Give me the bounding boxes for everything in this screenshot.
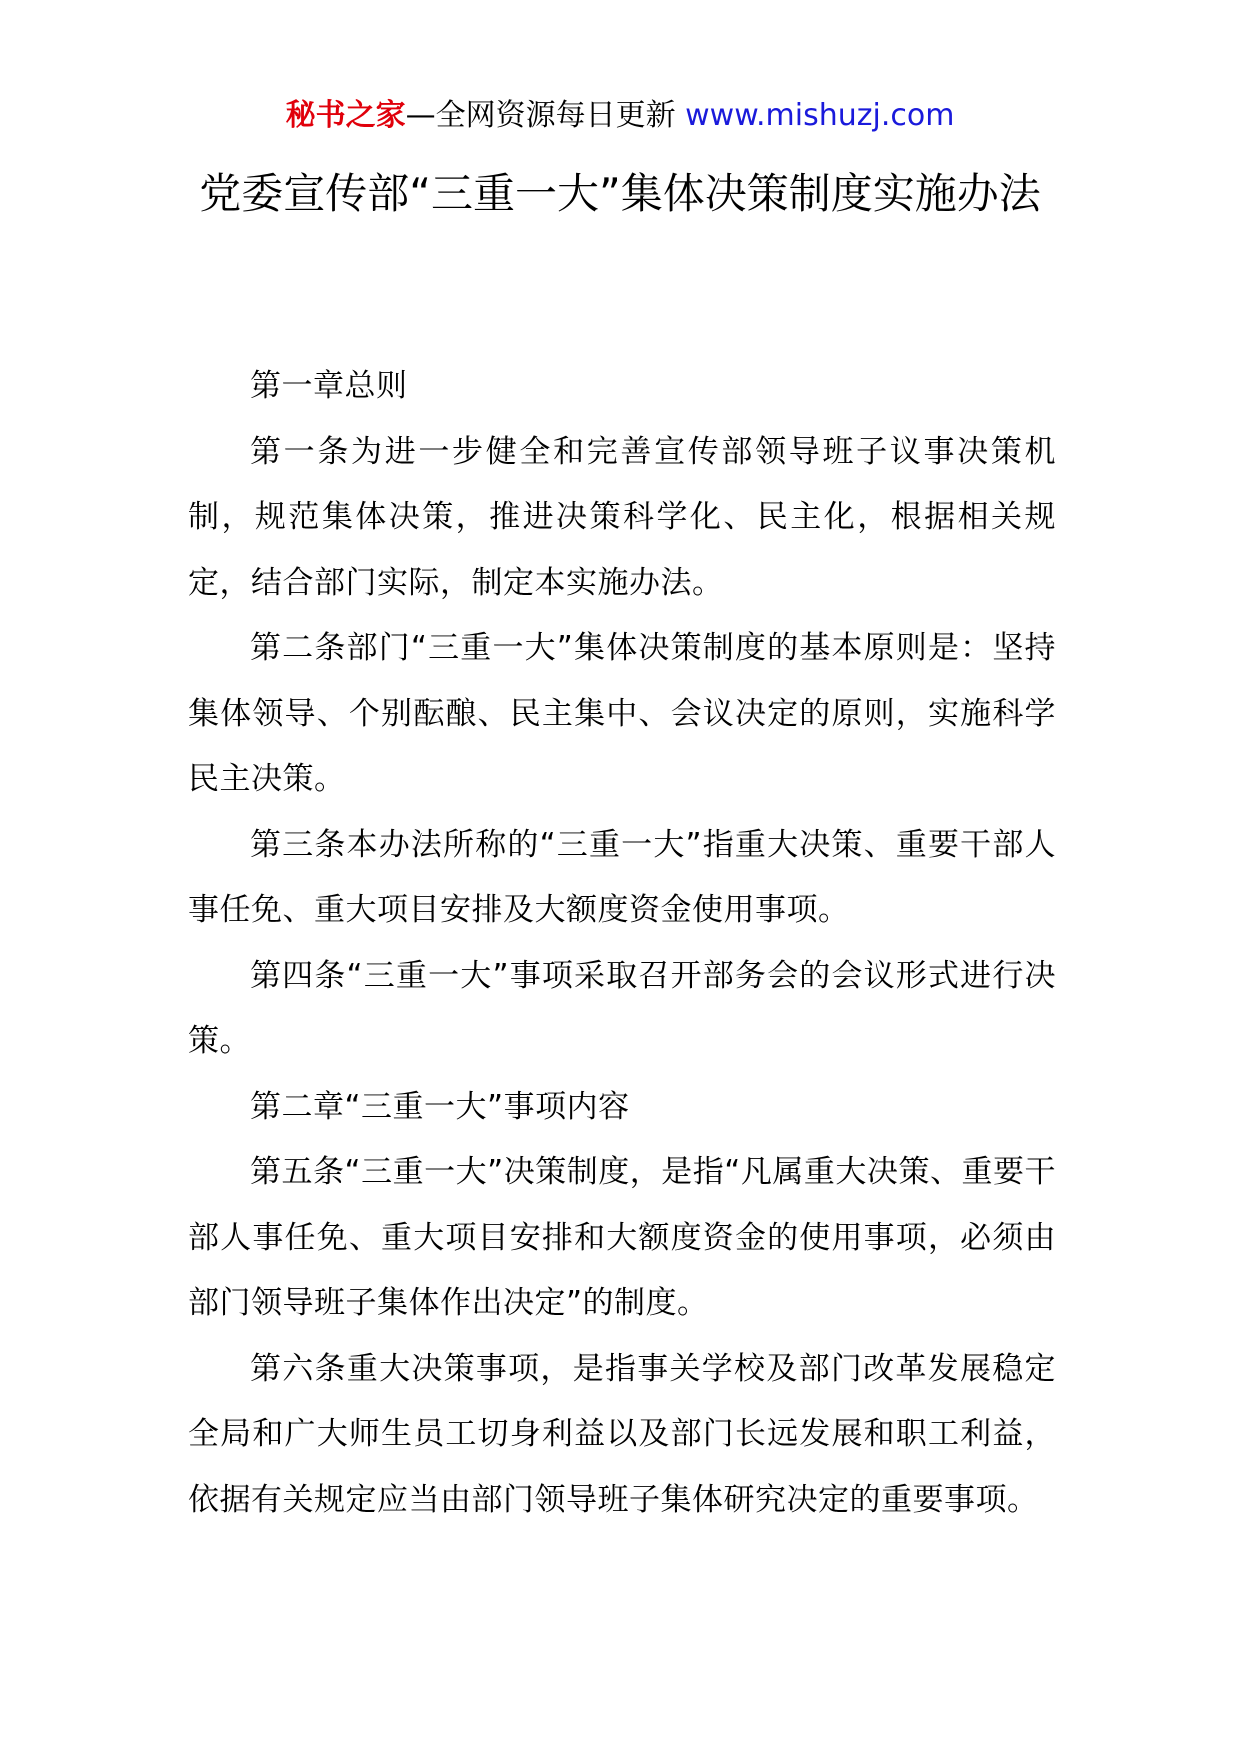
document-title: 党委宣传部“三重一大”集体决策制度实施办法: [199, 169, 1041, 218]
article-paragraph: 第一条为进一步健全和完善宣传部领导班子议事决策机制，规范集体决策，推进决策科学化、民主化，根据相关规定，结合部门实际，制定本实施办法。: [188, 433, 1056, 601]
chapter-heading: 第二章“三重一大”事项内容: [250, 1088, 630, 1125]
article-paragraph: 第五条“三重一大”决策制度，是指“凡属重大决策、重要干部人事任免、重大项目安排和大额度资金的使用事项，必须由部门领导班子集体作出决定”的制度。: [188, 1154, 1056, 1321]
site-name: 秘书之家: [285, 98, 406, 133]
site-url-link[interactable]: www.mishuzj.com: [685, 98, 955, 133]
site-tagline: —全网资源每日更新: [405, 98, 676, 133]
article-paragraph: 第四条“三重一大”事项采取召开部务会的会议形式进行决策。: [188, 957, 1056, 1059]
article-paragraph: 第六条重大决策事项，是指事关学校及部门改革发展稳定全局和广大师生员工切身利益以及部门长远发展和职工利益，依据有关规定应当由部门领导班子集体研究决定的重要事项。: [188, 1350, 1056, 1518]
site-header: [0, 96, 1240, 136]
article-paragraph: 第三条本办法所称的“三重一大”指重大决策、重要干部人事任免、重大项目安排及大额度资金使用事项。: [188, 826, 1056, 928]
article-paragraph: 第二条部门“三重一大”集体决策制度的基本原则是：坚持集体领导、个别酝酿、民主集中、会议决定的原则，实施科学民主决策。: [188, 630, 1056, 797]
document-body: [188, 354, 1056, 1533]
chapter-heading: 第一章总则: [250, 368, 408, 404]
